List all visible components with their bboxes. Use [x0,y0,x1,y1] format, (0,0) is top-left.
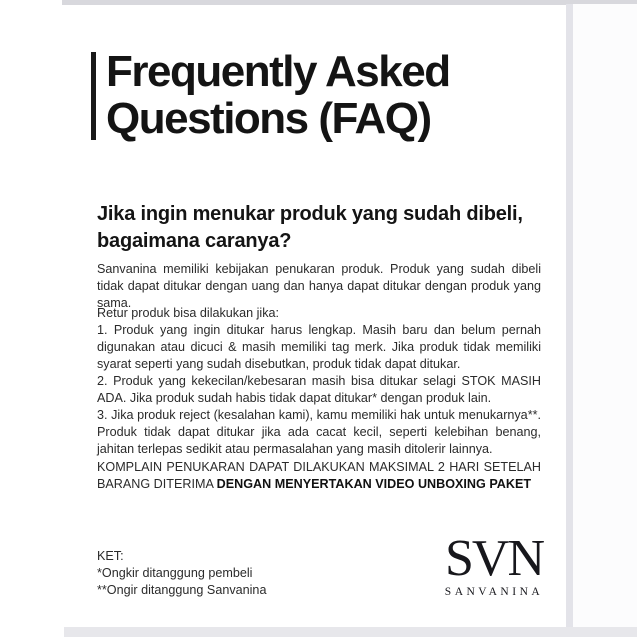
footnotes-block [97,548,357,599]
brand-logo [438,530,550,598]
faq-question-heading [97,201,567,255]
return-condition-item-3: 3. Jika produk reject (kesalahan kami), kamu memiliki hak untuk menukarnya**. Produk tidak dapat ditukar jika ada cacat kecil, seperti kelebihan benang, jahitan terlepas sedikit atau permasalahan yang masih ditolerir lainnya. [97,408,541,456]
complaint-notice-bold-text: DENGAN MENYERTAKAN VIDEO UNBOXING PAKET [216,477,532,491]
footnotes-heading: KET: [97,549,124,563]
photo-edge-top [62,0,637,5]
faq-question-line-2: bagaimana caranya? [97,230,292,252]
page-title-line-1: Frequently Asked [106,47,450,96]
page-title-block [91,48,450,142]
return-condition-item-1: 1. Produk yang ingin ditukar harus lengkap. Masih baru dan belum pernah digunakan atau dicuci & masih memiliki tag merk. Jika produk tidak memiliki syarat seperti yang sudah disebutkan, produk tidak dapat ditukar. [97,323,541,371]
photo-edge-bottom [64,627,637,637]
complaint-notice [97,459,541,493]
brand-logo-name: SANVANINA [444,586,544,598]
brand-logo-monogram: SVN [444,530,544,587]
photo-background-right [573,4,637,627]
page-title [106,48,450,142]
footnote-shipping-seller: **Ongir ditanggung Sanvanina [97,583,267,597]
faq-question-line-1: Jika ingin menukar produk yang sudah dibeli, [97,203,523,225]
title-accent-bar [91,52,96,140]
complaint-notice-text: KOMPLAIN PENUKARAN DAPAT DILAKUKAN MAKSIMAL 2 HARI SETELAH BARANG DITERIMA [97,460,541,491]
photo-edge-right [566,4,573,628]
page-title-line-2: Questions (FAQ) [106,94,431,143]
return-conditions-block [97,305,541,458]
policy-intro-paragraph: Sanvanina memiliki kebijakan penukaran produk. Produk yang sudah dibeli tidak dapat ditukar dengan uang dan hanya dapat ditukar dengan produk yang sama. [97,262,541,310]
footnote-shipping-buyer: *Ongkir ditanggung pembeli [97,566,253,580]
return-conditions-heading: Retur produk bisa dilakukan jika: [97,306,280,320]
return-condition-item-2: 2. Produk yang kekecilan/kebesaran masih bisa ditukar selagi STOK MASIH ADA. Jika produk sudah habis tidak dapat ditukar* dengan produk lain. [97,374,541,405]
